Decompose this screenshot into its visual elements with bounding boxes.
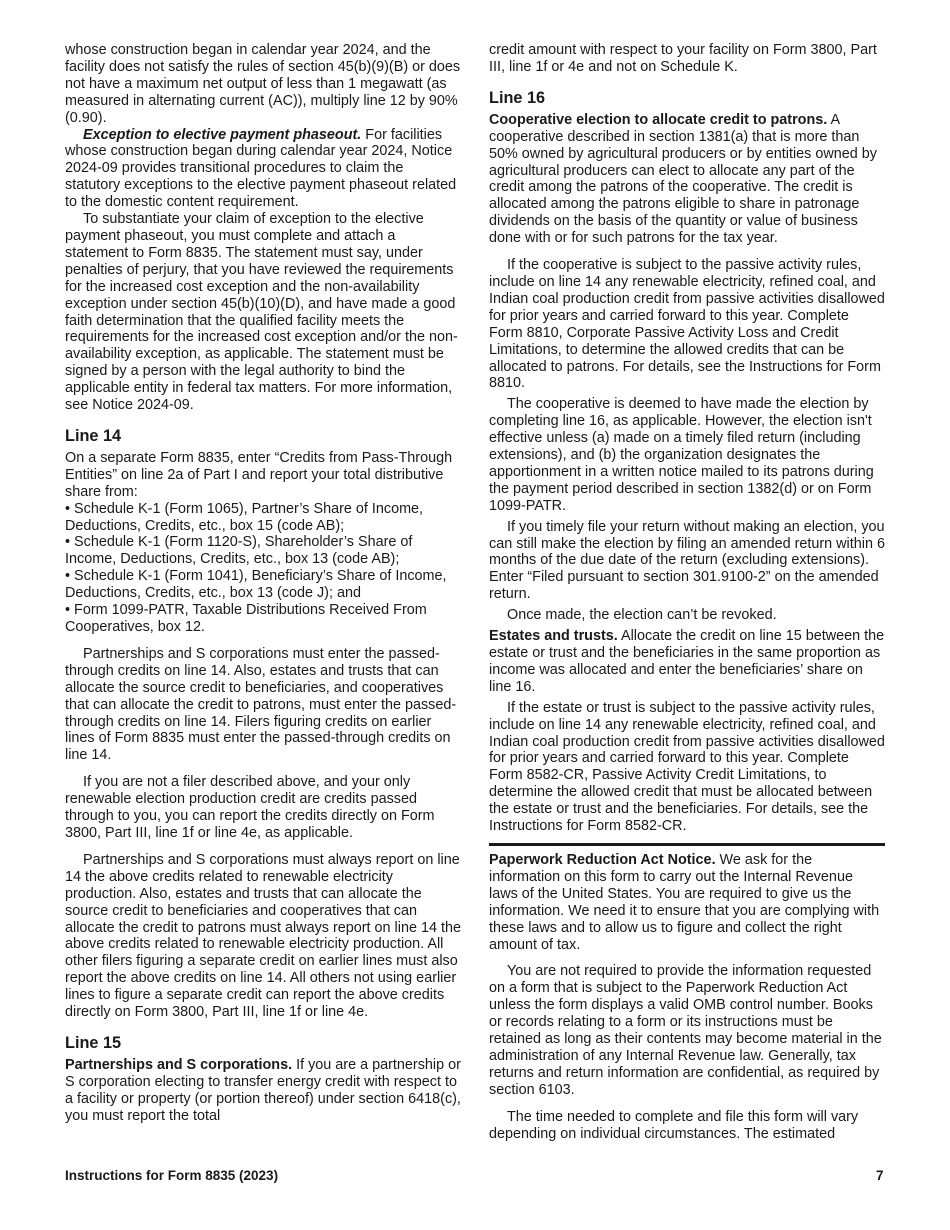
section-heading-line-14: Line 14	[65, 426, 122, 445]
paragraph: credit amount with respect to your facility on Form 3800, Part III, line 1f or 4e and not on Schedule K.	[489, 42, 877, 75]
left-column	[65, 42, 461, 1125]
run-in-heading: Estates and trusts.	[489, 628, 618, 645]
run-in-heading: Partnerships and S corporations.	[65, 1056, 293, 1073]
paragraph: If the cooperative is subject to the passive activity rules, include on line 14 any renewable electricity, refined coal, and Indian coal production credit from passive activities disallowed for prior years and carried forward to this year. Complete Form 8810, Corporate Passive Activity Loss and Credit Limitations, to determine the allowed credits that can be allocated to patrons. For details, see the Instructions for Form 8810.	[489, 257, 885, 392]
paragraph: To substantiate your claim of exception to the elective payment phaseout, you must complete and attach a statement to Form 8835. The statement must say, under penalties of perjury, that you have reviewed the requirements for the increased cost exception and the non-availability exception under section 45(b)(10)(D), and have made a good faith determination that the qualified facility meets the requirements for the increased cost exception and/or the non-availability exception, as applicable. The statement must be signed by a person with the legal authority to bind the applicable entity in federal tax matters. For more information, see Notice 2024-09.	[65, 211, 458, 414]
bullet-item: • Schedule K-1 (Form 1065), Partner’s Share of Income, Deductions, Credits, etc., box 15 (code AB);	[65, 500, 424, 534]
paragraph: Cooperative election to allocate credit to patrons. A cooperative described in section 1381(a) that is more than 50% owned by agricultural producers or by entities owned by agricultural producers can elect to allocate any part of the credit among the patrons of the cooperative. The credit is allocated among the patrons eligible to share in patronage dividends on the basis of the quantity or value of business done with or for such patrons for the tax year.	[489, 111, 877, 247]
paragraph: Exception to elective payment phaseout. For facilities whose construction began during calendar year 2024, Notice 2024-09 provides transitional procedures to claim the statutory exceptions to the elective payment phaseout related to the domestic content requirement.	[65, 126, 457, 211]
paragraph: The time needed to complete and file this form will vary depending on individual circumstances. The estimated	[489, 1108, 859, 1142]
paragraph: Paperwork Reduction Act Notice. We ask for the information on this form to carry out the Internal Revenue laws of the United States. You are required to give us the information. We need it to ensure that you are complying with these laws and to allow us to figure and collect the right amount of tax.	[489, 851, 880, 953]
run-in-heading: Paperwork Reduction Act Notice.	[489, 851, 716, 868]
paragraph: Partnerships and S corporations. If you are a partnership or S corporation electing to transfer energy credit with respect to a facility or property (or portion thereof) under section 6418(c), you must report the total	[65, 1056, 461, 1124]
right-column	[489, 42, 885, 1142]
paragraph: Estates and trusts. Allocate the credit on line 15 between the estate or trust and the beneficiaries in the same proportion as income was allocated and enter the beneficiaries’ share on line 16.	[489, 628, 885, 695]
paragraph: If the estate or trust is subject to the passive activity rules, include on line 14 any renewable electricity, refined coal, and Indian coal production credit from passive activities disallowed for prior years and carried forward to this year. Complete Form 8582-CR, Passive Activity Credit Limitations, to determine the allowed credit that must be allocated between the estate or trust and the beneficiaries. For details, see the Instructions for Form 8582-CR.	[489, 699, 885, 835]
paragraph: You are not required to provide the information requested on a form that is subject to the Paperwork Reduction Act unless the form displays a valid OMB control number. Books or records relating to a form or its instructions must be retained as long as their contents may become material in the administration of any Internal Revenue law. Generally, tax returns and return information are confidential, as required by section 6103.	[489, 963, 882, 1098]
paragraph: If you timely file your return without making an election, you can still make the election by filing an amended return within 6 months of the due date of the return (excluding extensions). Enter “Filed pursuant to section 301.9100-2” on the amended return.	[489, 518, 885, 603]
paragraph: On a separate Form 8835, enter “Credits from Pass-Through Entities” on line 2a of Part I and report your total distributive share from:	[65, 449, 453, 500]
footer-title: Instructions for Form 8835 (2023)	[65, 1168, 279, 1183]
bullet-item: • Form 1099-PATR, Taxable Distributions Received From Cooperatives, box 12.	[65, 602, 427, 635]
paragraph: Partnerships and S corporations must always report on line 14 the above credits related to renewable electricity production. Also, estates and trusts that can allocate the source credit to beneficiaries and cooperatives that can allocate the credit to patrons must always report on line 14 the above credits related to renewable electricity production. All other filers figuring a separate credit on earlier lines must also report the above credits on line 14. All others not using earlier lines to figure a separate credit can report the above credits directly on Form 3800, Part III, line 1f or line 4e.	[65, 851, 461, 1021]
paragraph: If you are not a filer described above, and your only renewable election production credit are credits passed through to you, you can report the credits directly on Form 3800, Part III, line 1f or line 4e, as applicable.	[65, 774, 435, 841]
paragraph: Partnerships and S corporations must enter the passed-through credits on line 14. Also, estates and trusts that can allocate the source credit to beneficiaries, and cooperatives that can allocate the credit to patrons, must enter the passed-through credits on line 14. Filers figuring credits on earlier lines of Form 8835 must enter the passed-through credits on line 14.	[65, 645, 457, 764]
run-in-heading: Exception to elective payment phaseout.	[83, 126, 362, 143]
section-heading-line-16: Line 16	[489, 88, 546, 107]
bullet-item: • Schedule K-1 (Form 1120-S), Shareholder’s Share of Income, Deductions, Credits, etc., box 13 (code AB);	[65, 534, 413, 568]
run-in-heading: Cooperative election to allocate credit to patrons.	[489, 111, 828, 128]
bullet-item: • Schedule K-1 (Form 1041), Beneficiary’s Share of Income, Deductions, Credits, etc., box 13 (code J); and	[65, 568, 447, 602]
paragraph: Once made, the election can’t be revoked.	[507, 607, 777, 624]
paragraph: whose construction began in calendar year 2024, and the facility does not satisfy the rules of section 45(b)(9)(B) or does not have a maximum net output of less than 1 megawatt (as measured in alternating current (AC)), multiply line 12 by 90% (0.90).	[65, 42, 461, 126]
section-heading-line-15: Line 15	[65, 1033, 122, 1052]
page-number: 7	[876, 1168, 884, 1183]
section-divider	[489, 843, 885, 846]
paragraph: The cooperative is deemed to have made the election by completing line 16, as applicable. However, the election isn't effective unless (a) made on a timely filed return (including extensions), and (b) the organization designates the apportionment in a written notice mailed to its patrons during the payment period described in section 1382(d) or on Form 1099-PATR.	[489, 396, 874, 514]
